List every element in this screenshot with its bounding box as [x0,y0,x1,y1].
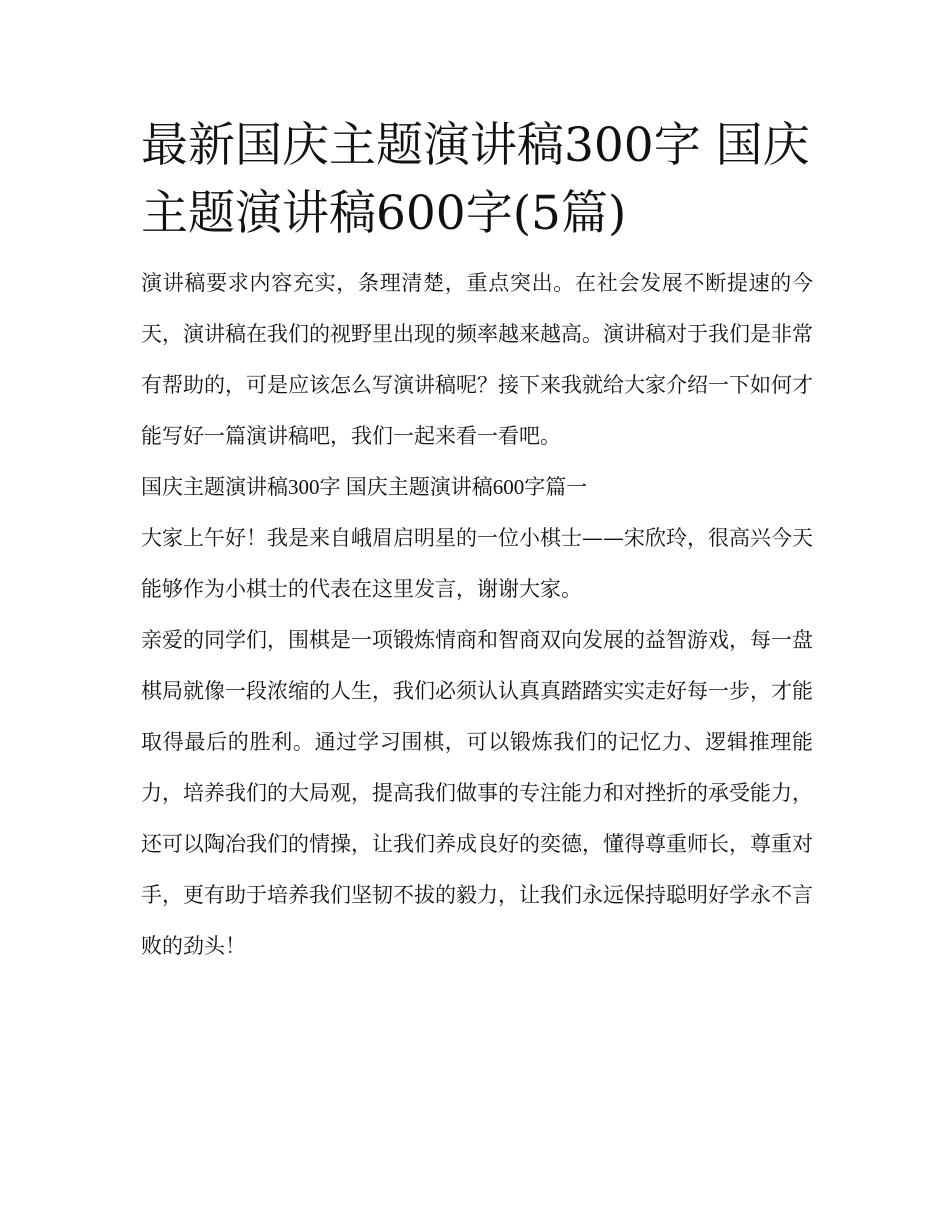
body-paragraph-2: 亲爱的同学们，围棋是一项锻炼情商和智商双向发展的益智游戏，每一盘棋局就像一段浓缩的人生，我们必须认认真真踏踏实实走好每一步，才能取得最后的胜利。通过学习围棋，可以锻炼我们的记忆力、逻辑推理能力，培养我们的大局观，提高我们做事的专注能力和对挫折的承受能力，还可以陶冶我们的情操，让我们养成良好的奕德，懂得尊重师长，尊重对手，更有助于培养我们坚韧不拔的毅力，让我们永远保持聪明好学永不言败的劲头！ [141,628,813,958]
section-heading: 国庆主题演讲稿300字 国庆主题演讲稿600字篇一 [141,475,588,499]
document-page [141,112,813,972]
document-title: 最新国庆主题演讲稿300字 国庆主题演讲稿600字(5篇) [141,118,810,241]
body-paragraph-1: 大家上午好！我是来自峨眉启明星的一位小棋士——宋欣玲，很高兴今天能够作为小棋士的代表在这里发言，谢谢大家。 [141,526,813,601]
intro-paragraph: 演讲稿要求内容充实，条理清楚，重点突出。在社会发展不断提速的今天，演讲稿在我们的视野里出现的频率越来越高。演讲稿对于我们是非常有帮助的，可是应该怎么写演讲稿呢？接下来我就给大家介绍一下如何才能写好一篇演讲稿吧，我们一起来看一看吧。 [141,271,813,448]
